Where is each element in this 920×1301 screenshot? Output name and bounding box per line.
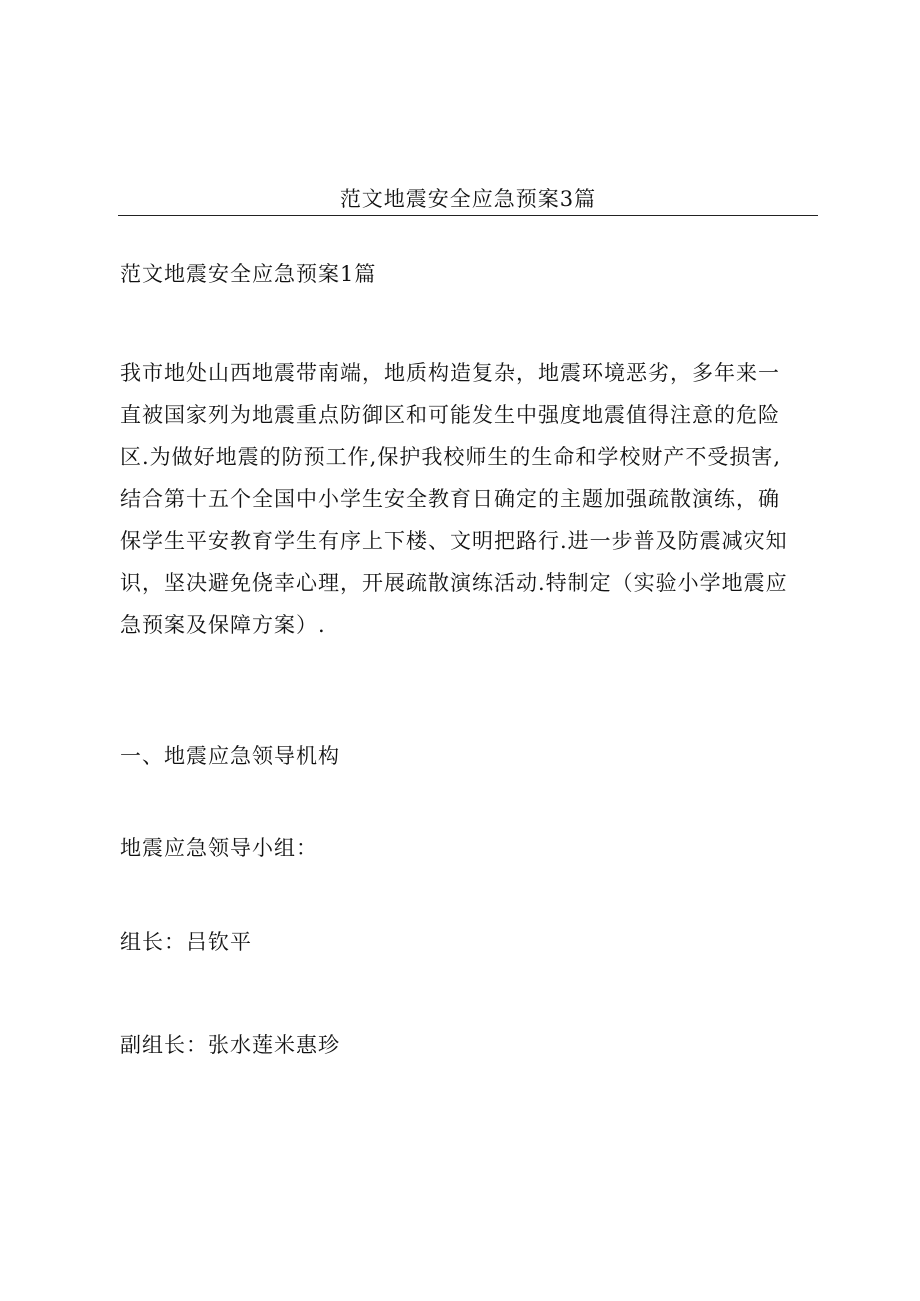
paragraph-line: 识，坚决避免侥幸心理，开展疏散演练活动.特制定（实验小学地震应 (120, 571, 788, 595)
paragraph-line: 结合第十五个全国中小学生安全教育日确定的主题加强疏散演练，确 (120, 487, 780, 511)
paragraph-line: 区.为做好地震的防预工作,保护我校师生的生命和学校财产不受损害, (120, 445, 782, 469)
deputy-leader-line: 副组长：张水莲米惠珍 (120, 1033, 340, 1057)
group-label: 地震应急领导小组： (120, 836, 318, 860)
paragraph-line: 保学生平安教育学生有序上下楼、文明把路行.进一步普及防震减灾知 (120, 529, 788, 553)
section-heading: 一、地震应急领导机构 (120, 744, 340, 768)
leader-line: 组长：吕钦平 (120, 930, 252, 954)
document-subtitle: 范文地震安全应急预案1篇 (120, 262, 377, 286)
paragraph-line: 直被国家列为地震重点防御区和可能发生中强度地震值得注意的危险 (120, 403, 780, 427)
intro-paragraph (120, 352, 820, 646)
paragraph-line: 急预案及保障方案）. (120, 613, 326, 637)
document-header-title: 范文地震安全应急预案3篇 (339, 187, 597, 211)
paragraph-line: 我市地处山西地震带南端，地质构造复杂，地震环境恶劣，多年来一 (120, 361, 780, 385)
header-divider (118, 215, 818, 216)
